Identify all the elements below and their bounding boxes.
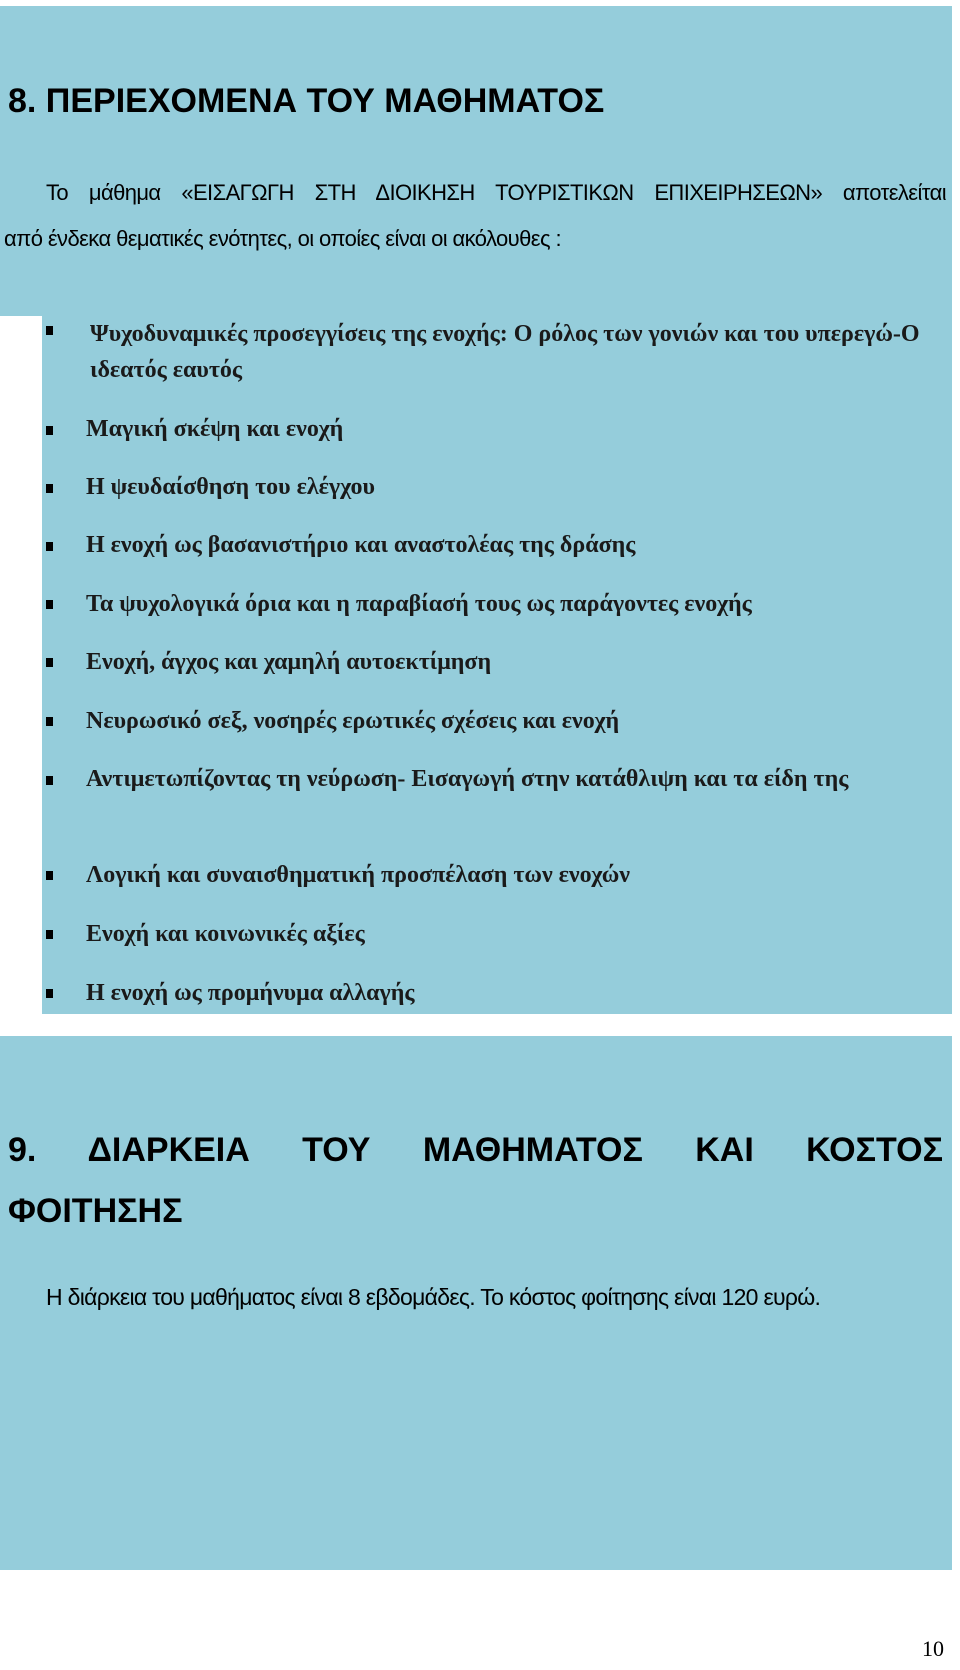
topic-text: Μαγική σκέψη και ενοχή [86,416,344,442]
square-bullet-icon [46,542,53,551]
section-9-heading: 9. ΔΙΑΡΚΕΙΑ ΤΟΥ ΜΑΘΗΜΑΤΟΣ ΚΑΙ ΚΟΣΤΟΣ [8,1131,943,1169]
topic-text: Αντιμετωπίζοντας τη νεύρωση- Εισαγωγή στην κατάθλιψη και τα είδη της [86,766,849,792]
duration-cost-text: Η διάρκεια του μαθήματος είναι 8 εβδομάδες. Το κόστος φοίτησης είναι 120 ευρώ. [46,1284,821,1310]
square-bullet-icon [46,871,53,880]
topic-text: Η ενοχή ως προμήνυμα αλλαγής [86,980,415,1006]
square-bullet-icon [46,717,53,726]
intro-line-1: Το μάθημα «ΕΙΣΑΓΩΓΗ ΣΤΗ ΔΙΟΙΚΗΣΗ ΤΟΥΡΙΣΤΙΚΩΝ ΕΠΙΧΕΙΡΗΣΕΩΝ» αποτελείται [46,180,946,205]
section-8-heading: 8. ΠΕΡΙΕΧΟΜΕΝΑ ΤΟΥ ΜΑΘΗΜΑΤΟΣ [8,82,605,120]
square-bullet-icon [46,776,53,785]
square-bullet-icon [46,930,53,939]
intro-line-2: από ένδεκα θεματικές ενότητες, οι οποίες είναι οι ακόλουθες : [4,226,561,251]
page-number: 10 [922,1636,944,1661]
topic-text: Νευρωσικό σεξ, νοσηρές ερωτικές σχέσεις και ενοχή [86,708,620,734]
square-bullet-icon [46,658,53,667]
topic-text: Ενοχή, άγχος και χαμηλή αυτοεκτίμηση [86,649,492,675]
square-bullet-icon [46,989,53,998]
square-bullet-icon [46,326,53,335]
topic-text: Ψυχοδυναμικές προσεγγίσεις της ενοχής: Ο ρόλος των γονιών και του υπερεγώ-Ο ιδεατός εαυτός [90,321,920,383]
section-9-heading-continued: ΦΟΙΤΗΣΗΣ [8,1192,183,1230]
highlight-block-top [0,6,952,316]
square-bullet-icon [46,426,53,435]
topic-text: Η ενοχή ως βασανιστήριο και αναστολέας της δράσης [86,532,636,558]
square-bullet-icon [46,600,53,609]
square-bullet-icon [46,484,53,493]
topic-text: Ενοχή και κοινωνικές αξίες [86,921,365,947]
topic-text: Λογική και συναισθηματική προσπέλαση των ενοχών [86,862,631,888]
topic-text: Τα ψυχολογικά όρια και η παραβίασή τους ως παράγοντες ενοχής [86,591,752,617]
topic-text: Η ψευδαίσθηση του ελέγχου [86,474,375,500]
